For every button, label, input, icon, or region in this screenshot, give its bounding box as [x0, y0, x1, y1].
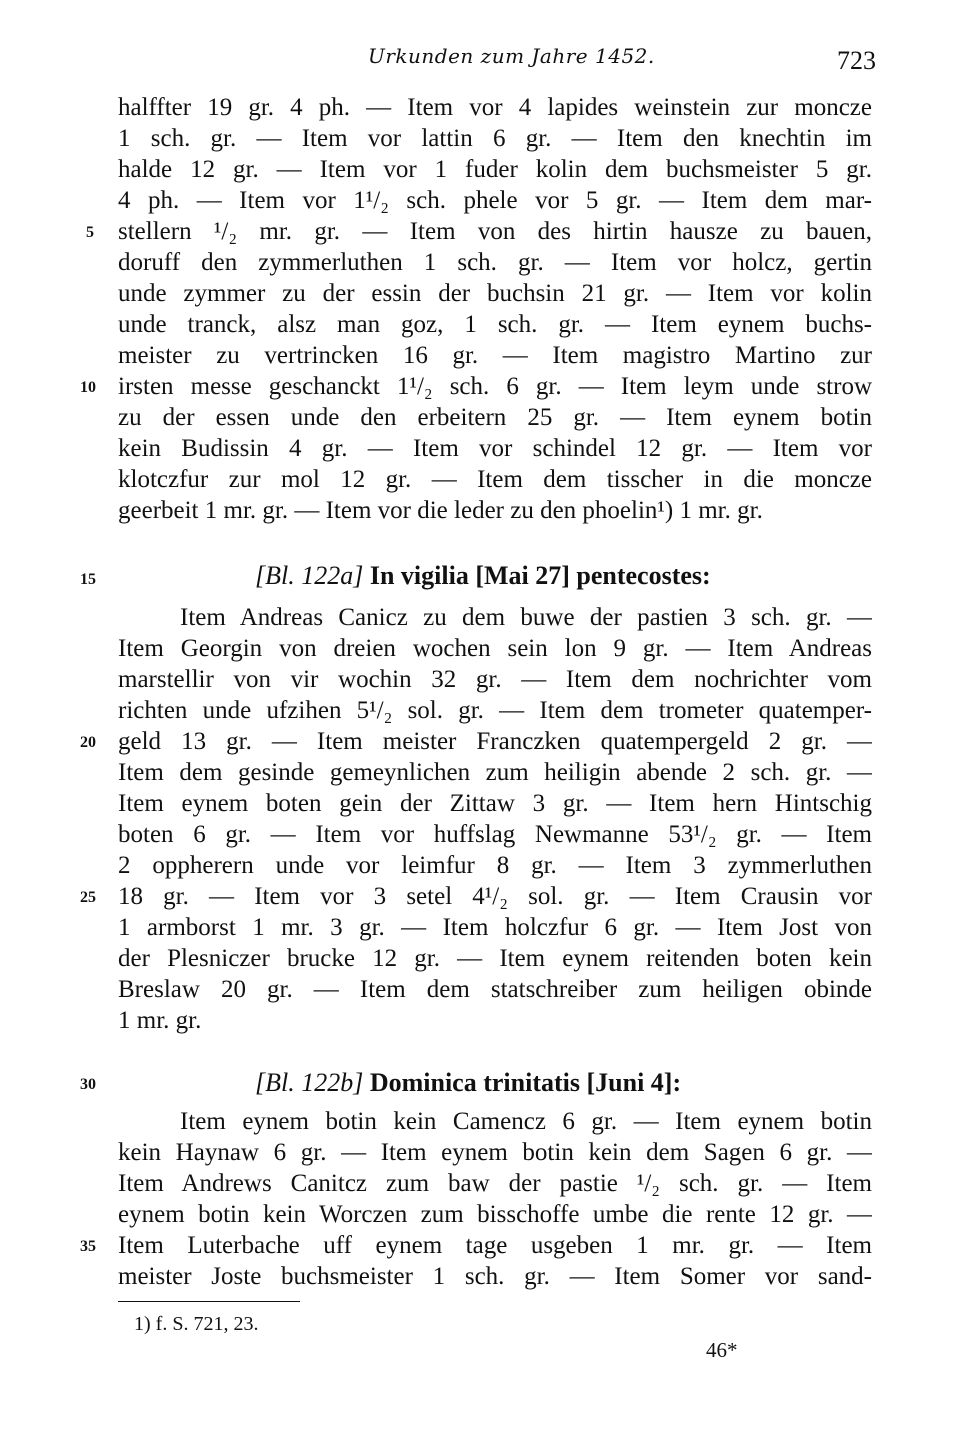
- text-line: unde zymmer zu der essin der buchsin 21 gr. — Item vor kolin: [118, 280, 872, 307]
- line-number: 5: [86, 224, 94, 241]
- text-line: 2 oppherern unde vor leimfur 8 gr. — Item 3 zymmerluthen: [118, 852, 872, 879]
- text-line: unde tranck, alsz man goz, 1 sch. gr. — Item eynem buchs-: [118, 311, 872, 338]
- line-number: 35: [80, 1238, 96, 1255]
- text-line: halde 12 gr. — Item vor 1 fuder kolin dem buchsmeister 5 gr.: [118, 156, 872, 183]
- text-line: klotczfur zur mol 12 gr. — Item dem tisscher in die moncze: [118, 466, 872, 493]
- footnote-rule: [118, 1301, 300, 1302]
- text-line: Item dem gesinde gemeynlichen zum heiligin abende 2 sch. gr. —: [118, 759, 872, 786]
- text-line: 18 gr. — Item vor 3 setel 4¹/₂ sol. gr. — Item Crausin vor: [118, 883, 872, 910]
- text-line: Item Georgin von dreien wochen sein lon 9 gr. — Item Andreas: [118, 635, 872, 662]
- text-line: Item Luterbache uff eynem tage usgeben 1 mr. gr. — Item: [118, 1232, 872, 1259]
- text-line: richten unde ufzihen 5¹/₂ sol. gr. — Item dem trometer quatemper-: [118, 697, 872, 724]
- footnote-marker: 1): [134, 1313, 151, 1335]
- page-header: [0, 44, 960, 84]
- text-line: 1 sch. gr. — Item vor lattin 6 gr. — Item den knechtin im: [118, 125, 872, 152]
- text-line: 4 ph. — Item vor 1¹/₂ sch. phele vor 5 gr. — Item dem mar-: [118, 187, 872, 214]
- footnote: [134, 1313, 258, 1336]
- text-line: 1 armborst 1 mr. 3 gr. — Item holczfur 6 gr. — Item Jost von: [118, 914, 872, 941]
- text-line: eynem botin kein Worczen zum bisschoffe umbe die rente 12 gr. —: [118, 1201, 872, 1228]
- text-line: geld 13 gr. — Item meister Franczken quatempergeld 2 gr. —: [118, 728, 872, 755]
- text-line: Item Andreas Canicz zu dem buwe der pastien 3 sch. gr. —: [180, 604, 872, 631]
- section-heading: [255, 1068, 681, 1098]
- page-number: 723: [837, 46, 876, 75]
- line-number: 25: [80, 889, 96, 906]
- text-line: boten 6 gr. — Item vor huffslag Newmanne 53¹/₂ gr. — Item: [118, 821, 872, 848]
- text-line: Breslaw 20 gr. — Item dem statschreiber zum heiligen obinde: [118, 976, 872, 1003]
- section-heading: [255, 561, 711, 591]
- text-line: halffter 19 gr. 4 ph. — Item vor 4 lapides weinstein zur moncze: [118, 94, 872, 121]
- line-number: 20: [80, 734, 96, 751]
- text-line: marstellir von vir wochin 32 gr. — Item dem nochrichter vom: [118, 666, 872, 693]
- line-number: 30: [80, 1076, 96, 1093]
- text-line: Item eynem boten gein der Zittaw 3 gr. — Item hern Hintschig: [118, 790, 872, 817]
- text-line: zu der essen unde den erbeitern 25 gr. — Item eynem botin: [118, 404, 872, 431]
- line-number: 15: [80, 571, 96, 588]
- text-line: meister zu vertrincken 16 gr. — Item magistro Martino zur: [118, 342, 872, 369]
- text-line: irsten messe geschanckt 1¹/₂ sch. 6 gr. — Item leym unde strow: [118, 373, 872, 400]
- line-number: 10: [80, 379, 96, 396]
- text-line: doruff den zymmerluthen 1 sch. gr. — Item vor holcz, gertin: [118, 249, 872, 276]
- text-line: kein Budissin 4 gr. — Item vor schindel 12 gr. — Item vor: [118, 435, 872, 462]
- signature-mark: 46*: [706, 1338, 738, 1362]
- text-line: der Plesniczer brucke 12 gr. — Item eynem reitenden boten kein: [118, 945, 872, 972]
- text-line: 1 mr. gr.: [118, 1007, 202, 1034]
- sheet-reference: [Bl. 122b]: [255, 1068, 364, 1097]
- section-title: In vigilia [Mai 27] pentecostes:: [369, 561, 711, 590]
- footnote-text: f. S. 721, 23.: [155, 1313, 259, 1335]
- text-line: stellern ¹/₂ mr. gr. — Item von des hirtin hausze zu bauen,: [118, 218, 872, 245]
- text-line: Item Andrews Canitcz zum baw der pastie ¹/₂ sch. gr. — Item: [118, 1170, 872, 1197]
- running-title: Urkunden zum Jahre 1452.: [368, 44, 655, 68]
- sheet-reference: [Bl. 122a]: [255, 561, 364, 590]
- text-line: geerbeit 1 mr. gr. — Item vor die leder zu den phoelin¹) 1 mr. gr.: [118, 497, 763, 524]
- text-line: Item eynem botin kein Camencz 6 gr. — Item eynem botin: [180, 1108, 872, 1135]
- text-line: meister Joste buchsmeister 1 sch. gr. — Item Somer vor sand-: [118, 1263, 872, 1290]
- section-title: Dominica trinitatis [Juni 4]:: [369, 1068, 682, 1097]
- text-line: kein Haynaw 6 gr. — Item eynem botin kein dem Sagen 6 gr. —: [118, 1139, 872, 1166]
